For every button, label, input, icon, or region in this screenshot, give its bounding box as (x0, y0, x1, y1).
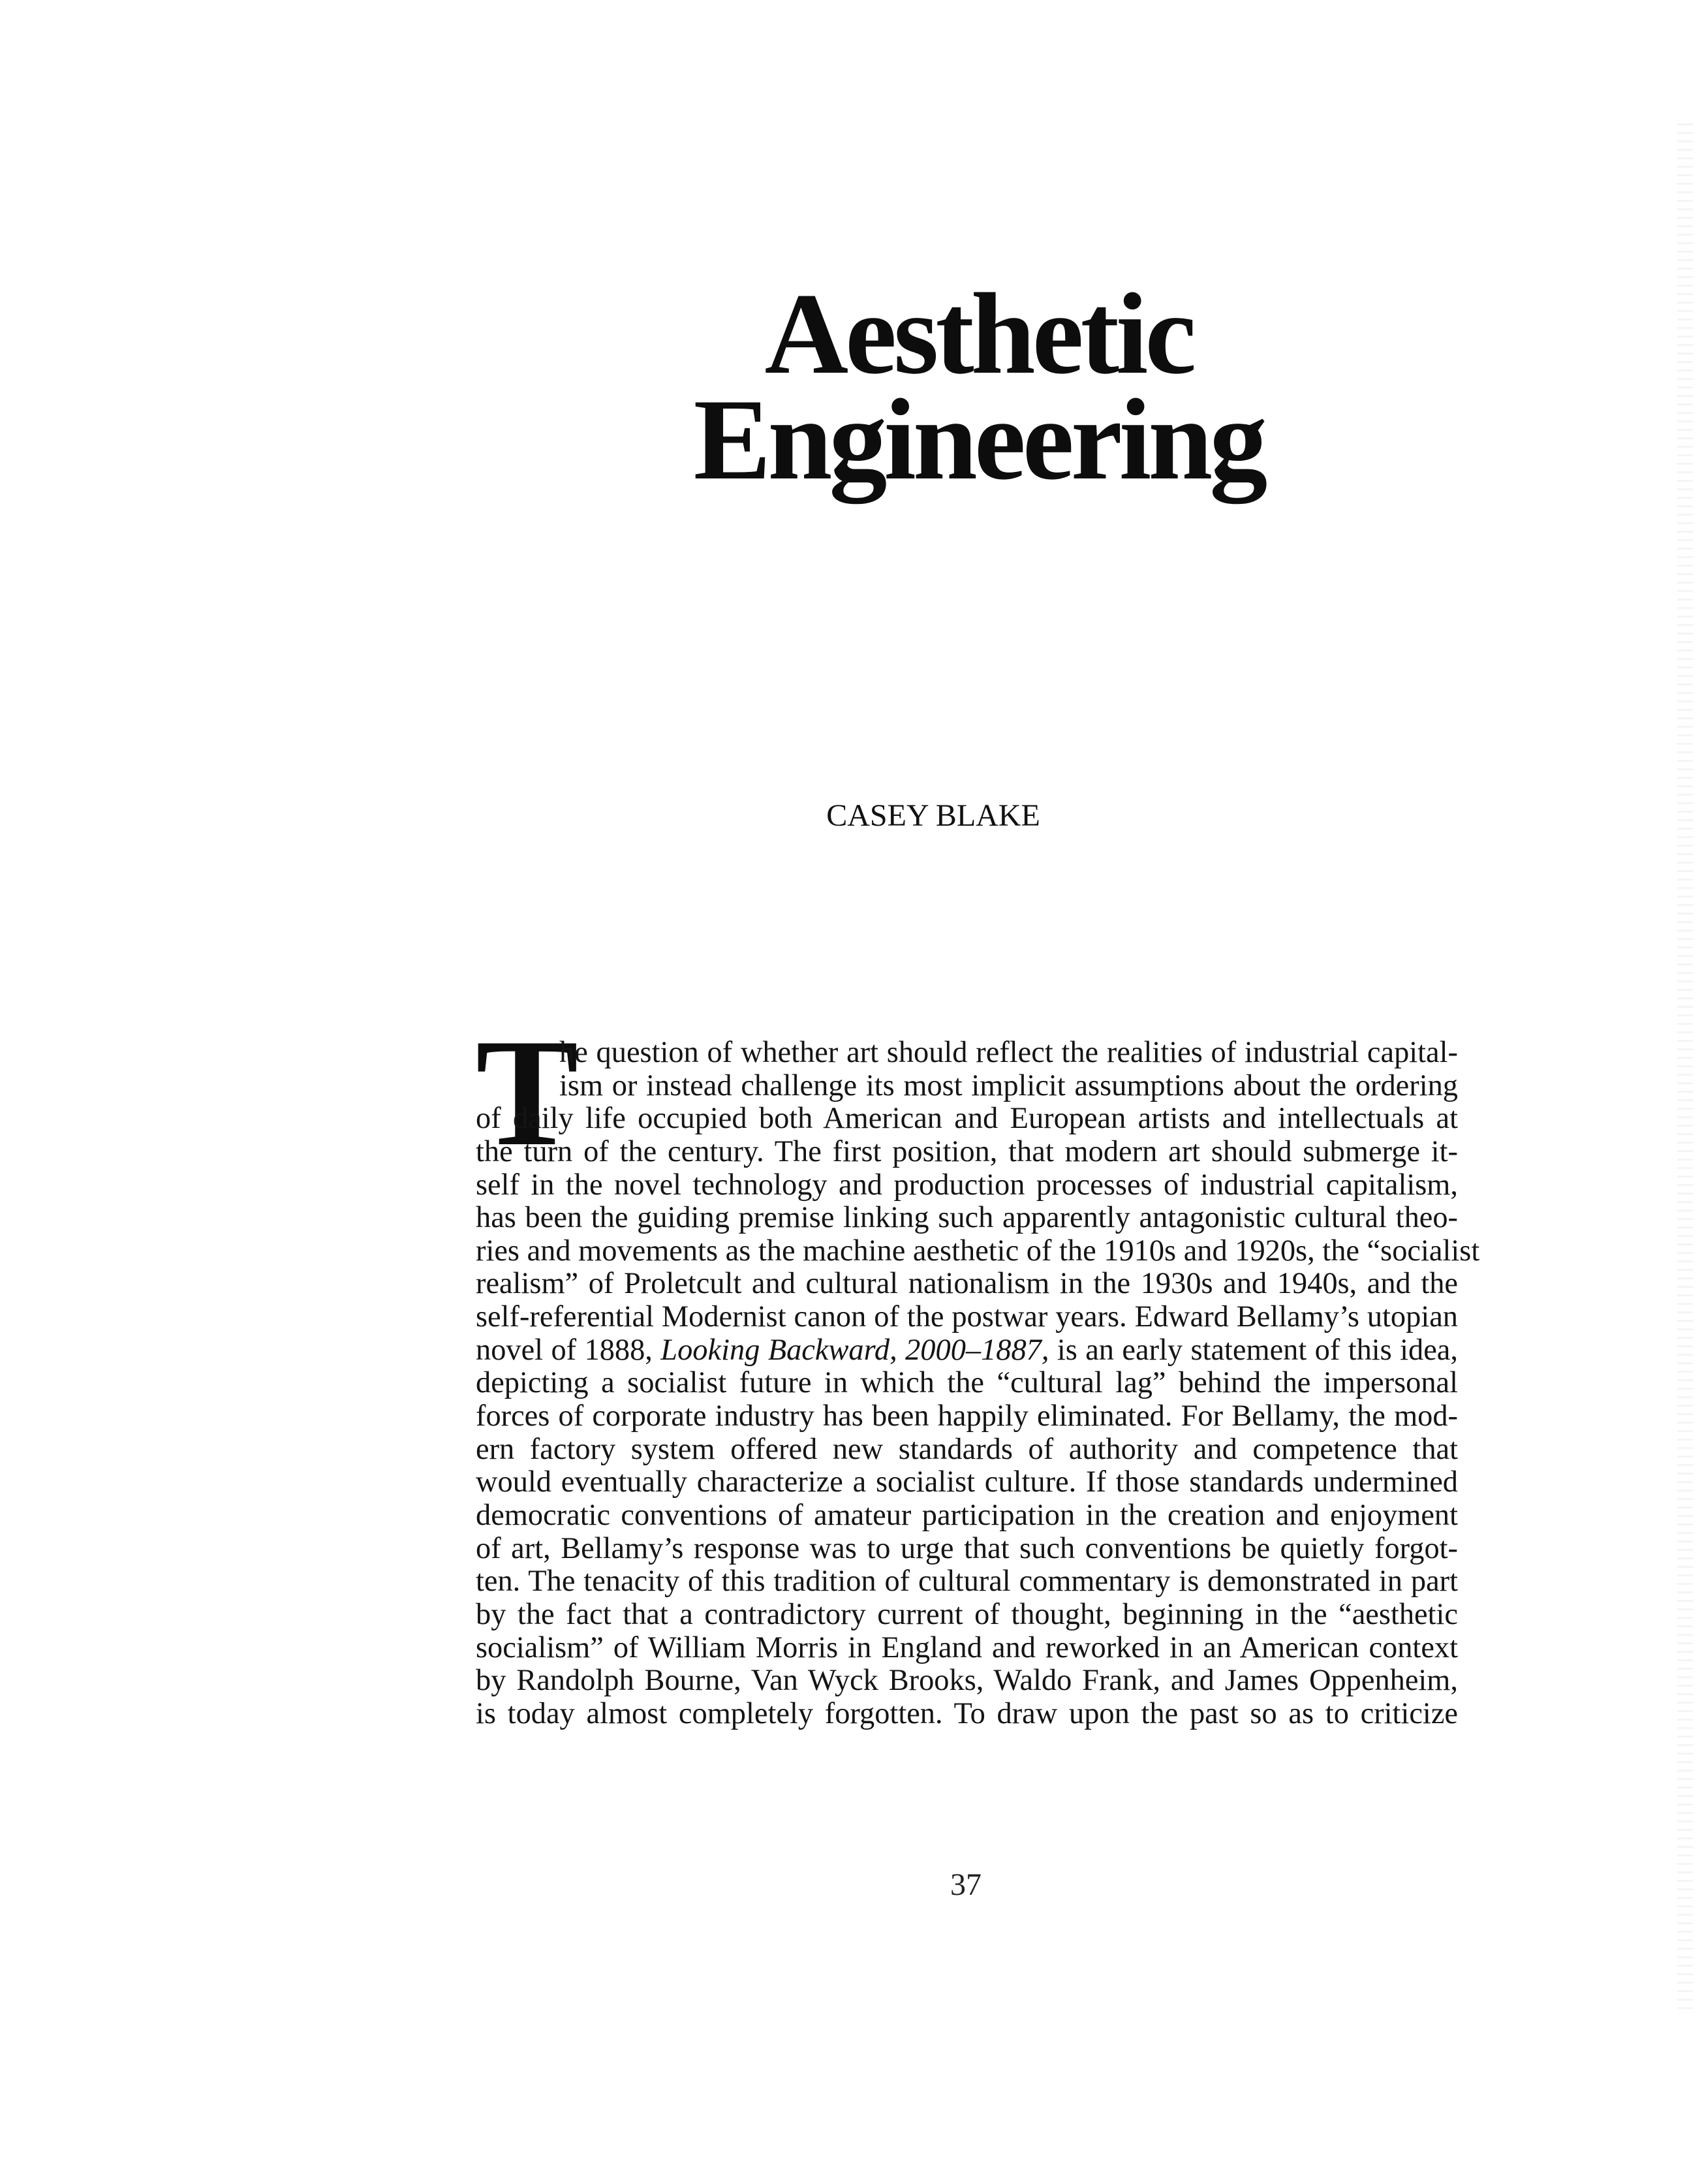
article-body (476, 1036, 1480, 1730)
body-line-12: forces of corporate industry has been happily eliminated. For Bellamy, the mod- (476, 1399, 1458, 1433)
book-title: Looking Backward, 2000–1887, (660, 1333, 1049, 1367)
body-line-5: self in the novel technology and production processes of industrial capitalism, (476, 1168, 1458, 1202)
body-line-15: democratic conventions of amateur participation in the creation and enjoyment (476, 1498, 1458, 1532)
body-line-18: by the fact that a contradictory current of thought, beginning in the “aesthetic (476, 1597, 1458, 1631)
line-10-head: novel of 1888, (476, 1333, 653, 1367)
body-line-10 (476, 1334, 1458, 1367)
drop-cap: T (476, 1008, 579, 1178)
body-line-13: ern factory system offered new standards of authority and competence that (476, 1432, 1458, 1466)
body-line-8: realism” of Proletcult and cultural nationalism in the 1930s and 1940s, and the (476, 1267, 1458, 1301)
body-line-4: the turn of the century. The first position, that modern art should submerge it- (476, 1134, 1458, 1168)
body-line-14: would eventually characterize a socialist culture. If those standards undermined (476, 1465, 1458, 1499)
page-number: 37 (950, 1867, 982, 1902)
body-line-1: he question of whether art should reflect the realities of industrial capital- (559, 1036, 1458, 1069)
body-line-19: socialism” of William Morris in England and reworked in an American context (476, 1630, 1458, 1664)
body-line-7: ries and movements as the machine aesthetic of the 1910s and 1920s, the “socialist (476, 1234, 1480, 1268)
body-line-17: ten. The tenacity of this tradition of cultural commentary is demonstrated in part (476, 1565, 1458, 1599)
title-line-1: Aesthetic (764, 269, 1194, 398)
line-10-tail: is an early statement of this idea, (1057, 1333, 1458, 1367)
article-title (653, 269, 1305, 504)
body-line-6: has been the guiding premise linking such apparently antagonistic cultural theo- (476, 1201, 1458, 1235)
author-name: CASEY BLAKE (826, 798, 1040, 833)
body-line-16: of art, Bellamy’s response was to urge that such conventions be quietly forgot- (476, 1531, 1458, 1565)
body-line-20: by Randolph Bourne, Van Wyck Brooks, Waldo Frank, and James Oppenheim, (476, 1664, 1458, 1698)
body-line-21: is today almost completely forgotten. To draw upon the past so as to criticize (476, 1696, 1458, 1730)
title-line-2: Engineering (693, 375, 1265, 504)
body-line-3: of daily life occupied both American and European artists and intellectuals at (476, 1102, 1458, 1136)
body-line-9: self-referential Modernist canon of the postwar years. Edward Bellamy’s utopian (476, 1300, 1458, 1334)
body-line-11: depicting a socialist future in which the “cultural lag” behind the impersonal (476, 1366, 1458, 1400)
scan-edge-noise (1677, 117, 1693, 2010)
body-line-2: ism or instead challenge its most implicit assumptions about the ordering (559, 1069, 1458, 1102)
